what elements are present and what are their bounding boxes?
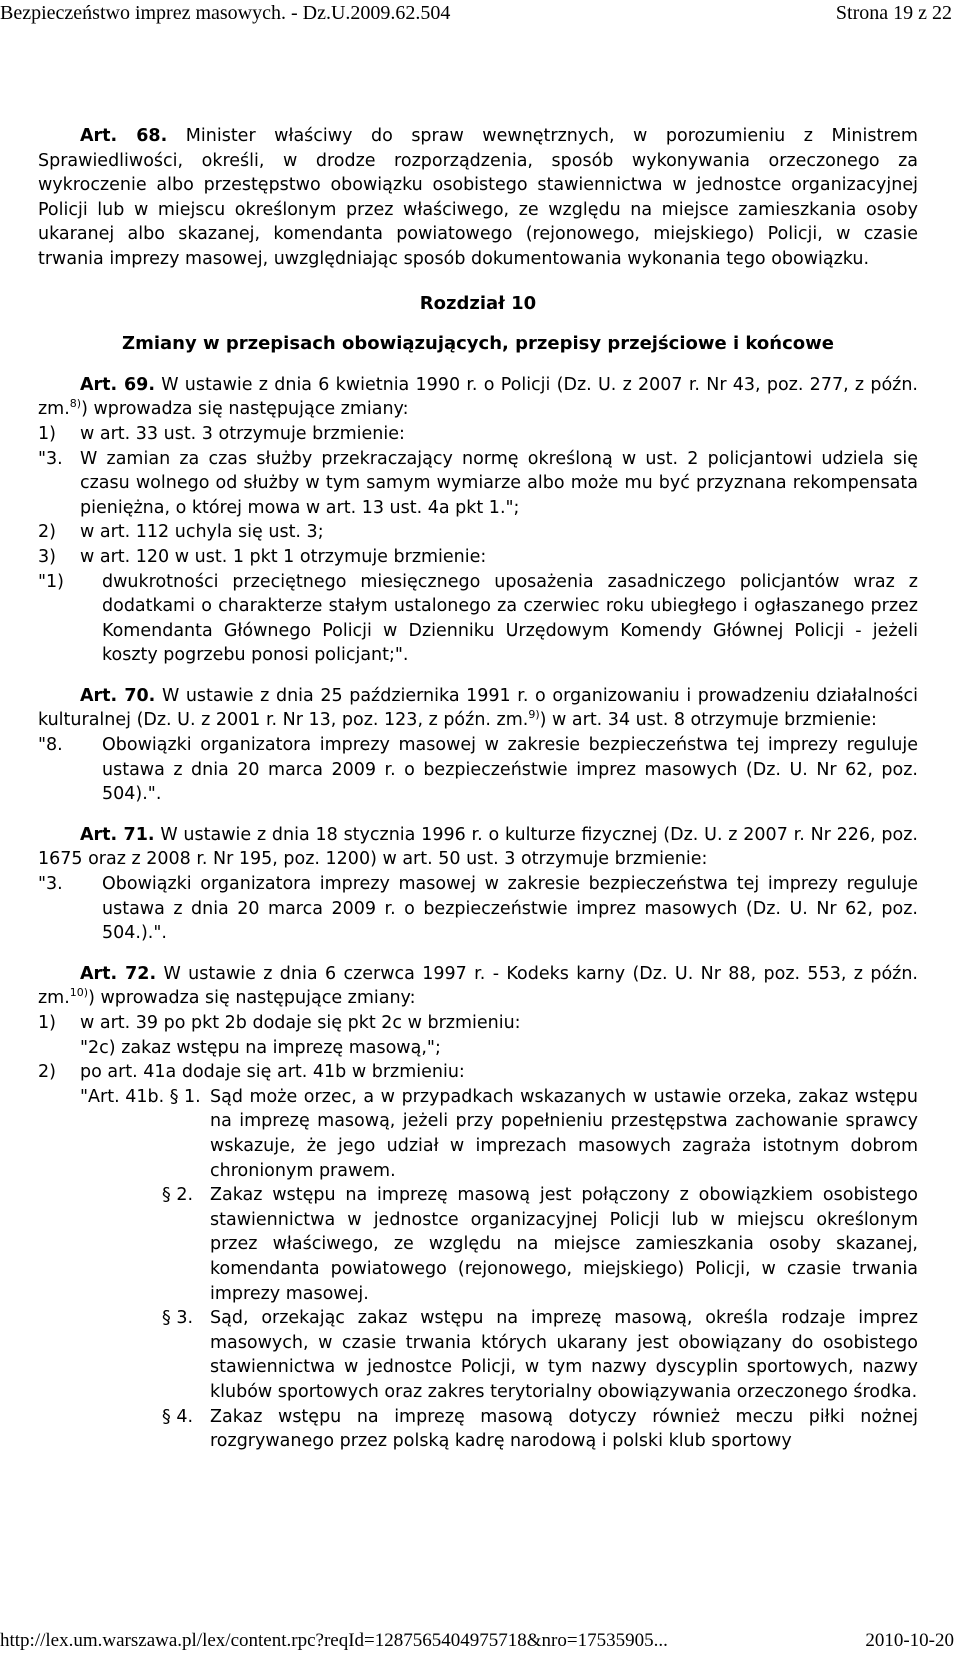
list-item [38, 1060, 918, 1085]
list-item [38, 1011, 918, 1036]
quoted-text: Obowiązki organizatora imprezy masowej w zakresie bezpieczeństwa tej imprezy reguluje ustawa z dnia 20 marca 2009 r. o bezpieczeństwie imprez masowych (Dz. U. Nr 62, poz. 504).". [102, 735, 918, 805]
page-footer [0, 1628, 960, 1654]
list-item-number: 2) [38, 522, 56, 543]
quoted-text: dwukrotności przeciętnego miesięcznego uposażenia zasadniczego policjantów wraz z dodatkami o charakterze stałym ustalonego za czerwiec roku ubiegłego i ogłaszanego przez Komendanta Głównego Policji w Dzienniku Urzędowym Komendy Głównej Policji - jeżeli koszty pogrzebu ponosi policjant;". [102, 571, 918, 666]
article-41b-paragraph-4 [38, 1405, 918, 1454]
print-date: 2010-10-20 [865, 1630, 954, 1651]
quoted-provision: "2c) zakaz wstępu na imprezę masową,"; [80, 1037, 441, 1058]
article-68 [38, 124, 918, 272]
article-71-text: W ustawie z dnia 18 stycznia 1996 r. o kulturze fizycznej (Dz. U. z 2007 r. Nr 226, poz. 1675 oraz z 2008 r. Nr 195, poz. 1200) w art. 50 ust. 3 otrzymuje brzmienie: [38, 824, 918, 870]
paragraph-text: Zakaz wstępu na imprezę masową dotyczy również meczu piłki nożnej rozgrywanego przez polską kadrę narodową i polski klub sportowy [210, 1406, 918, 1452]
list-item-number: 1) [38, 1013, 56, 1033]
list-item [38, 520, 918, 545]
article-69-label: Art. 69. [80, 374, 155, 395]
article-41b-label: "Art. 41b. § 1. [80, 1086, 201, 1107]
article-70 [38, 684, 918, 733]
article-69 [38, 373, 918, 422]
article-71 [38, 823, 918, 872]
article-70-text-before: W ustawie z dnia 25 października 1991 r. o organizowaniu i prowadzeniu działalności kulturalnej (Dz. U. z 2001 r. Nr 13, poz. 123, z późn. zm. [38, 685, 918, 731]
list-item [38, 422, 918, 447]
article-69-text-after: ) wprowadza się następujące zmiany: [81, 399, 409, 420]
article-69-text-before: W ustawie z dnia 6 kwietnia 1990 r. o Policji (Dz. U. z 2007 r. Nr 43, poz. 277, z późn. zm. [38, 374, 918, 420]
article-72-text-before: W ustawie z dnia 6 czerwca 1997 r. - Kodeks karny (Dz. U. Nr 88, poz. 553, z późn. zm. [38, 963, 918, 1009]
footnote-ref: 9) [528, 708, 540, 722]
quoted-text: Obowiązki organizatora imprezy masowej w zakresie bezpieczeństwa tej imprezy reguluje ustawa z dnia 20 marca 2009 r. o bezpieczeństwie imprez masowych (Dz. U. Nr 62, poz. 504.).". [102, 874, 918, 944]
article-70-text-after: ) w art. 34 ust. 8 otrzymuje brzmienie: [539, 710, 877, 731]
paragraph-number: § 4. [162, 1406, 194, 1427]
article-72-label: Art. 72. [80, 963, 157, 984]
page-header [0, 0, 960, 26]
article-71-label: Art. 71. [80, 824, 155, 845]
article-72-text-after: ) wprowadza się następujące zmiany: [88, 988, 416, 1009]
quoted-number: "1) [38, 571, 65, 592]
quoted-provision [38, 447, 918, 521]
list-item-text: w art. 33 ust. 3 otrzymuje brzmienie: [80, 423, 405, 444]
paragraph-number: § 2. [162, 1185, 194, 1206]
list-item-number: 1) [38, 423, 56, 444]
list-item-text: po art. 41a dodaje się art. 41b w brzmieniu: [80, 1062, 465, 1083]
chapter-number: Rozdział 10 [419, 292, 537, 314]
article-41b-paragraph-1 [38, 1085, 918, 1183]
list-item-text: w art. 39 po pkt 2b dodaje się pkt 2c w brzmieniu: [80, 1013, 521, 1033]
quoted-provision [38, 872, 918, 946]
article-70-label: Art. 70. [80, 685, 156, 706]
document-title: Bezpieczeństwo imprez masowych. - Dz.U.2009.62.504 [0, 2, 451, 24]
footnote-ref: 10) [69, 986, 89, 1000]
quoted-number: "3. [38, 448, 63, 469]
list-item [38, 545, 918, 570]
chapter-title: Zmiany w przepisach obowiązujących, przepisy przejściowe i końcowe [122, 333, 834, 355]
article-68-label: Art. 68. [80, 126, 168, 146]
document-body [38, 124, 918, 1454]
quoted-text: W zamian za czas służby przekraczający normę określoną w ust. 2 policjantowi udziela się czasu wolnego od służby w tym samym wymiarze albo może mu być przyznana rekompensata pieniężna, o której mowa w art. 13 ust. 4a pkt 1."; [80, 448, 918, 518]
paragraph-text: Sąd, orzekając zakaz wstępu na imprezę masową, określa rodzaje imprez masowych, w czasie trwania których ukarany jest obowiązany do osobistego stawiennictwa w jednostce Policji, w tym nazwy dyscyplin sportowych, nazwy klubów sportowych oraz zakres terytorialny obowiązywania orzeczonego środka. [210, 1308, 918, 1402]
page-number: Strona 19 z 22 [835, 2, 952, 24]
article-72 [38, 962, 918, 1011]
paragraph-text: Sąd może orzec, a w przypadkach wskazanych w ustawie orzeka, zakaz wstępu na imprezę masową, jeżeli przy popełnieniu przestępstwa zachowanie sprawcy wskazuje, że jego udział w imprezach masowych zagraża istotnym dobrom chronionym prawem. [210, 1086, 918, 1181]
list-item-number: 3) [38, 546, 56, 567]
quoted-number: "3. [38, 874, 63, 895]
source-url[interactable]: http://lex.um.warszawa.pl/lex/content.rpc?reqId=1287565404975718&nro=17535905... [0, 1630, 668, 1651]
article-41b-paragraph-3 [38, 1306, 918, 1404]
paragraph-text: Zakaz wstępu na imprezę masową jest połączony z obowiązkiem osobistego stawiennictwa w jednostce organizacyjnej Policji lub w miejscu określonym przez właściwego, ze względu na miejsce zamieszkania osoby skazanej, komendanta powiatowego (rejonowego, miejskiego) Policji, w czasie trwania imprezy masowej. [210, 1185, 918, 1304]
quoted-number: "8. [38, 735, 63, 756]
footnote-ref: 8) [69, 397, 82, 411]
article-68-text: Minister właściwy do spraw wewnętrznych, w porozumieniu z Ministrem Sprawiedliwości, określi, w drodze rozporządzenia, sposób wykonywania orzeczonego za wykroczenie albo przestępstwo obowiązku osobistego stawiennictwa w jednostce organizacyjnej Policji lub w miejscu określonym przez właściwego, ze względu na miejsce zamieszkania osoby ukaranej albo skazanej, komendanta powiatowego (rejonowego, miejskiego) Policji, w czasie trwania imprezy masowej, uwzględniając sposób dokumentowania wykonania tego obowiązku. [38, 126, 918, 269]
list-item-text: w art. 120 w ust. 1 pkt 1 otrzymuje brzmienie: [80, 546, 487, 567]
list-item-number: 2) [38, 1062, 56, 1083]
paragraph-number: § 3. [162, 1308, 194, 1329]
list-item-text: w art. 112 uchyla się ust. 3; [80, 522, 324, 543]
quoted-provision [38, 733, 918, 807]
article-41b-paragraph-2 [38, 1183, 918, 1306]
quoted-provision [38, 570, 918, 668]
